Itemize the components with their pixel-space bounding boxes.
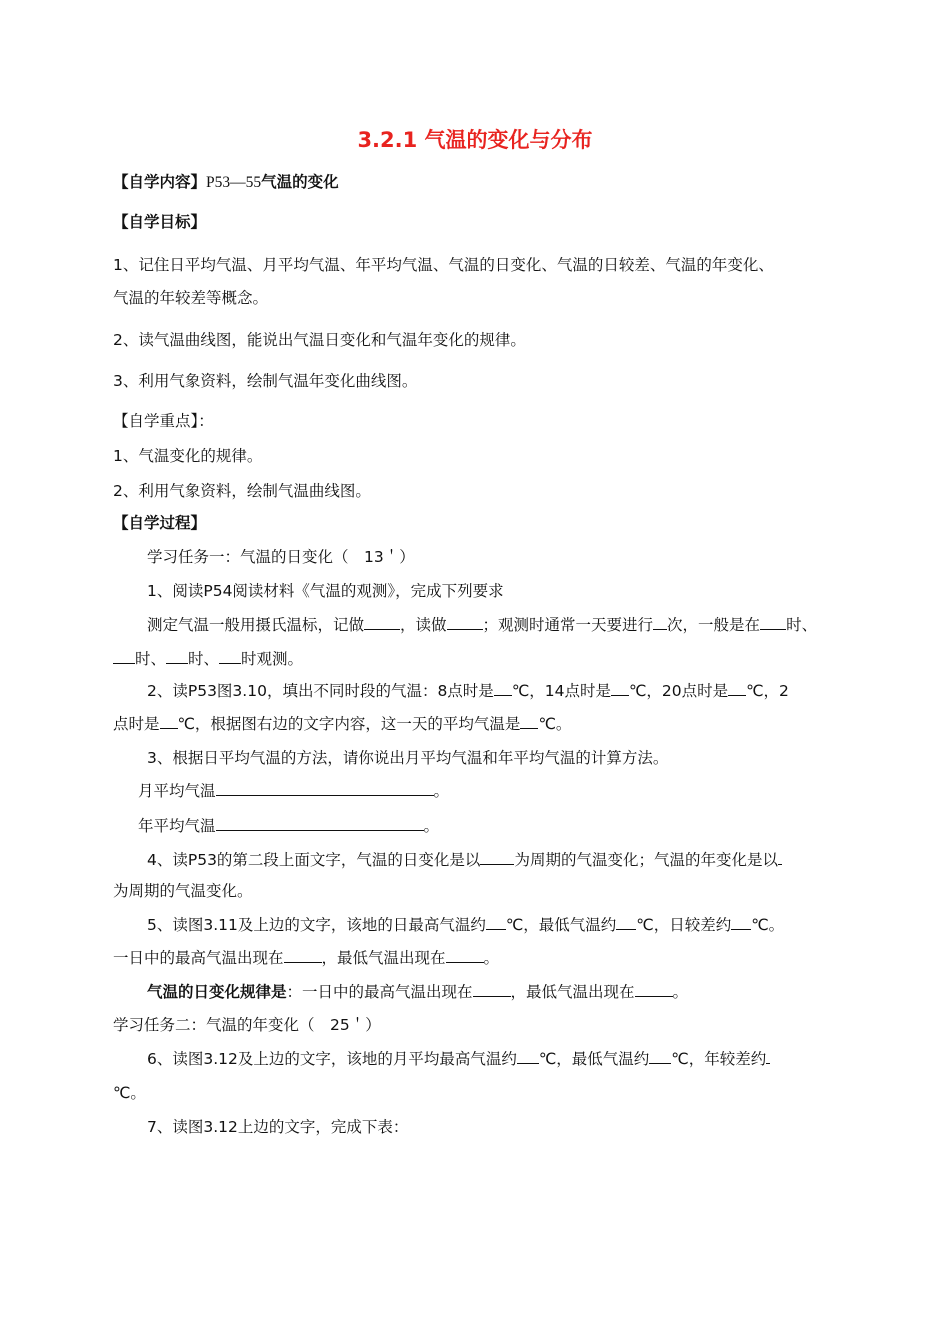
blank-field[interactable]: [616, 915, 636, 930]
blank-field[interactable]: [473, 982, 511, 997]
blank-field[interactable]: [778, 850, 782, 865]
blank-field[interactable]: [486, 915, 506, 930]
blank-field[interactable]: [284, 948, 322, 963]
process-heading: 【自学过程】: [113, 514, 207, 532]
task2-heading: 学习任务二：气温的年变化（ 25＇）: [113, 1016, 381, 1034]
goal-item: 1、记住日平均气温、月平均气温、年平均气温、气温的日变化、气温的日较差、气温的年变化、: [113, 256, 774, 274]
blank-field[interactable]: [517, 1049, 539, 1064]
content-topic: 气温的变化: [261, 173, 339, 191]
yearly-average-line: 年平均气温 。: [138, 817, 440, 835]
question-6: 6、读图3.12及上边的文字，该地的月平均最高气温约 ℃，最低气温约 ℃，年较差约: [147, 1048, 770, 1070]
blank-field[interactable]: [494, 681, 512, 696]
goals-heading: 【自学目标】: [113, 213, 207, 231]
question-5: 5、读图3.11及上边的文字，该地的日最高气温约 ℃，最低气温约 ℃，日较差约 ℃。: [147, 916, 785, 934]
answer-field[interactable]: [216, 816, 424, 831]
key-point-item: 1、气温变化的规律。: [113, 447, 263, 465]
page-title: 3.2.1 气温的变化与分布: [357, 128, 593, 152]
question-1: 1、阅读P54阅读材料《气温的观测》，完成下列要求: [147, 582, 504, 600]
question-1-fill: 测定气温一般用摄氏温标，记做 ，读做 ；观测时通常一天要进行 次，一般是在 时、: [147, 616, 818, 634]
monthly-average-line: 月平均气温 。: [138, 782, 450, 800]
question-1-fill-line2: 时、 时、 时观测。: [113, 648, 303, 670]
content-pages: P53—55: [206, 174, 262, 191]
question-2: 2、读P53图3.10，填出不同时段的气温：8点时是 ℃，14点时是 ℃，20点时是 ℃，2: [147, 682, 789, 700]
question-4-line2: 为周期的气温变化。: [113, 882, 253, 900]
blank-field[interactable]: [653, 615, 667, 630]
blank-field[interactable]: [611, 681, 629, 696]
answer-field[interactable]: [216, 781, 434, 796]
blank-field[interactable]: [160, 714, 178, 729]
blank-field[interactable]: [446, 948, 484, 963]
goal-item: 气温的年较差等概念。: [113, 289, 269, 307]
question-7: 7、读图3.12上边的文字，完成下表：: [147, 1118, 409, 1136]
goal-item: 3、利用气象资料，绘制气温年变化曲线图。: [113, 372, 418, 390]
goal-item: 2、读气温曲线图，能说出气温日变化和气温年变化的规律。: [113, 331, 526, 349]
blank-field[interactable]: [447, 615, 483, 630]
blank-field[interactable]: [731, 915, 751, 930]
question-6-line2: ℃。: [113, 1084, 146, 1102]
blank-field[interactable]: [760, 615, 786, 630]
daily-change-rule: 气温的日变化规律是：一日中的最高气温出现在 ，最低气温出现在 。: [147, 983, 689, 1001]
blank-field[interactable]: [364, 615, 400, 630]
blank-field[interactable]: [649, 1049, 671, 1064]
question-2-line2: 点时是 ℃，根据图右边的文字内容，这一天的平均气温是 ℃。: [113, 715, 572, 733]
blank-field[interactable]: [635, 982, 673, 997]
blank-field[interactable]: [166, 649, 188, 664]
question-5-line2: 一日中的最高气温出现在 ，最低气温出现在 。: [113, 949, 500, 967]
blank-field[interactable]: [113, 649, 135, 664]
blank-field[interactable]: [219, 649, 241, 664]
content-label: 【自学内容】: [113, 173, 207, 191]
blank-field[interactable]: [728, 681, 746, 696]
task1-heading: 学习任务一：气温的日变化（ 13＇）: [147, 548, 415, 566]
blank-field[interactable]: [766, 1049, 770, 1064]
blank-field[interactable]: [520, 714, 538, 729]
blank-field[interactable]: [480, 850, 514, 865]
question-3: 3、根据日平均气温的方法，请你说出月平均气温和年平均气温的计算方法。: [147, 749, 669, 767]
question-4: 4、读P53的第二段上面文字，气温的日变化是以 为周期的气温变化；气温的年变化是以: [147, 849, 782, 871]
key-point-item: 2、利用气象资料，绘制气温曲线图。: [113, 482, 371, 500]
self-study-content: [113, 171, 339, 194]
key-points-heading: 【自学重点】：: [113, 412, 214, 430]
